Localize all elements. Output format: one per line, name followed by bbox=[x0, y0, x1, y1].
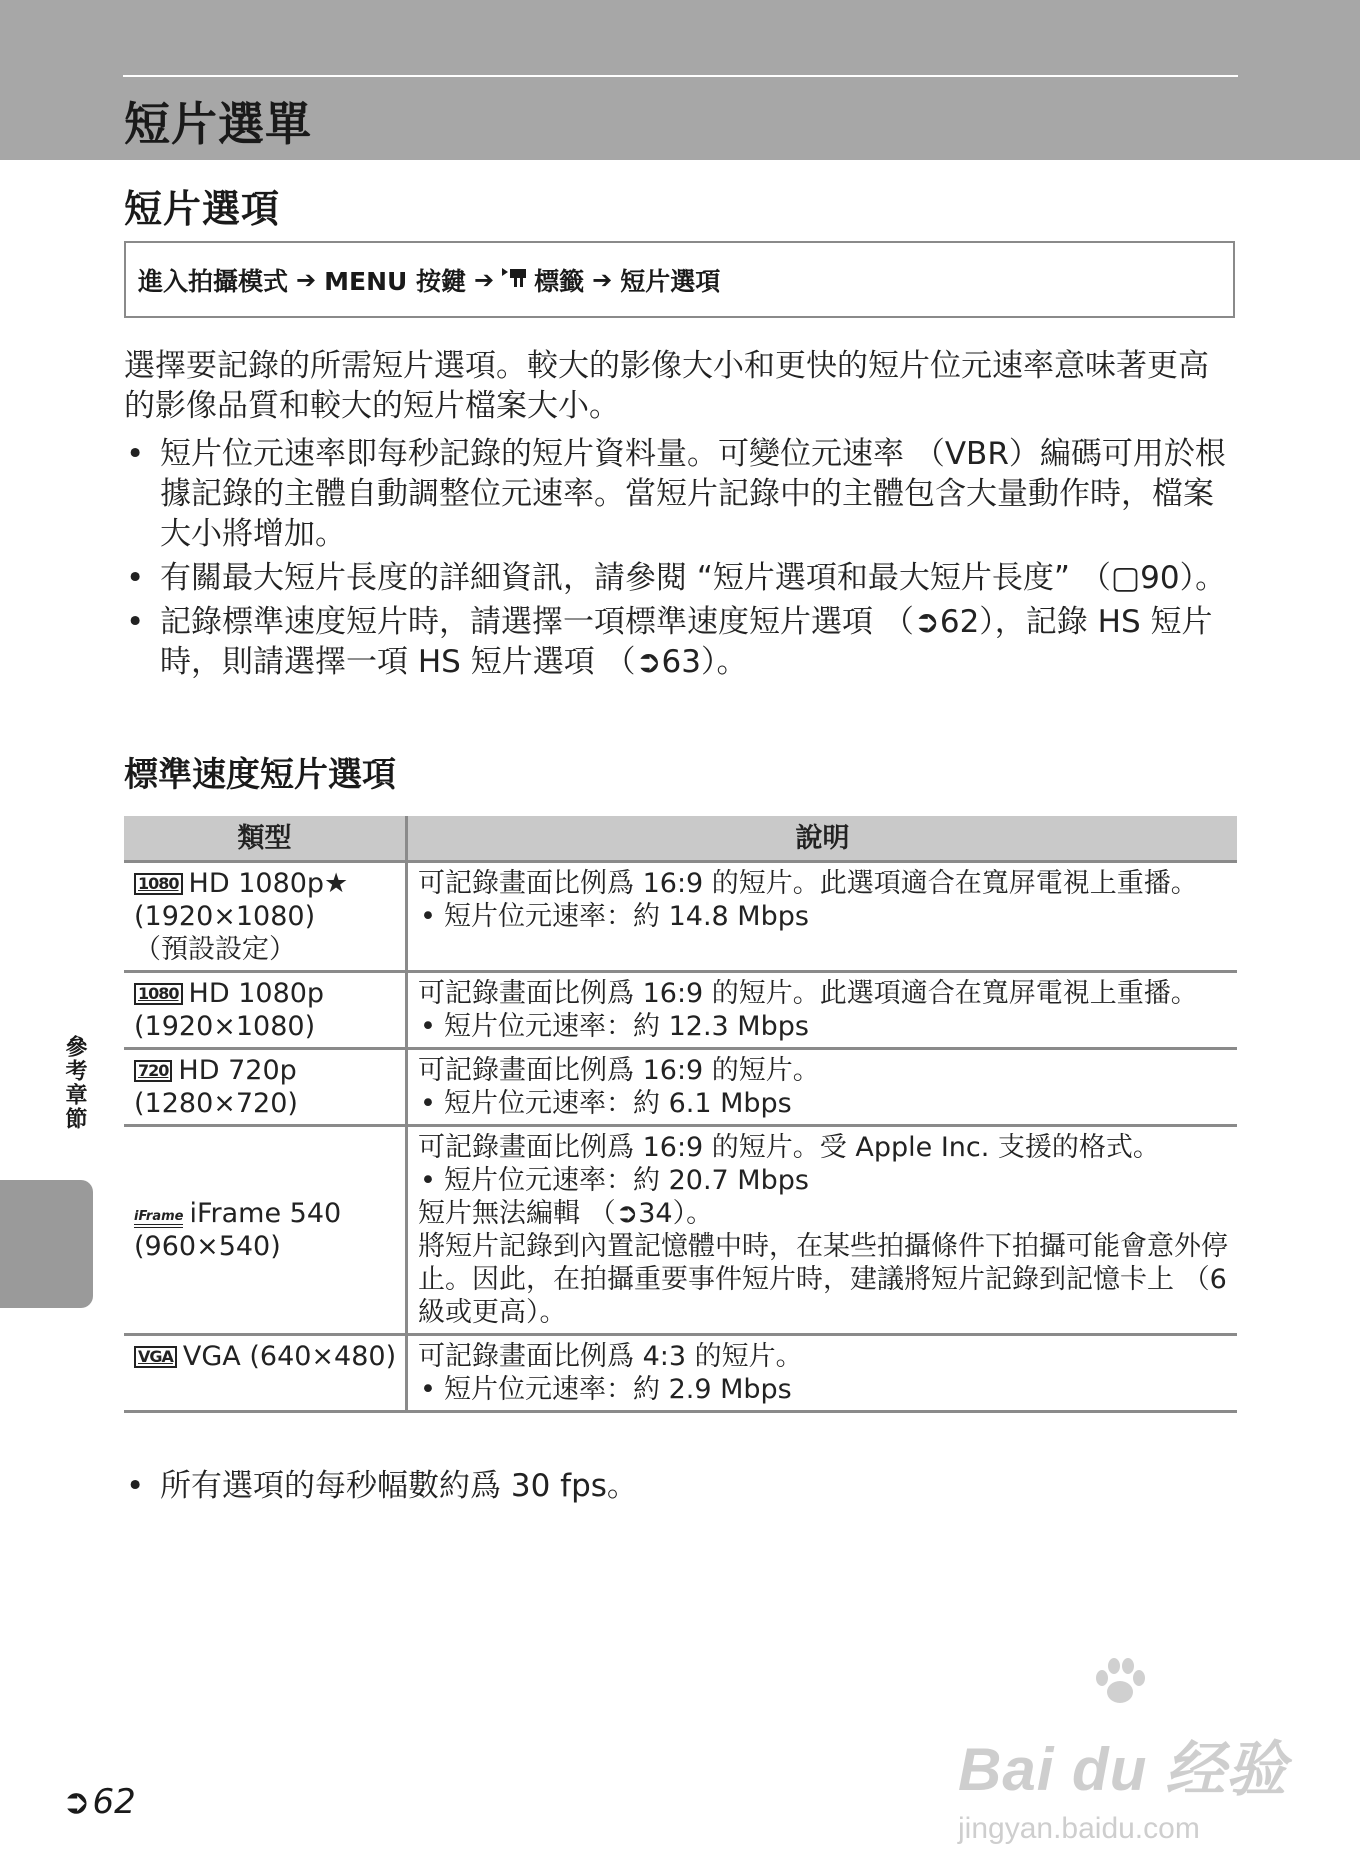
arrow-icon: ➔ bbox=[296, 265, 317, 294]
table-row bbox=[124, 1126, 1237, 1335]
table-row bbox=[124, 972, 1237, 1049]
table-row bbox=[124, 862, 1237, 972]
bullet-text: 記錄標準速度短片時，請選擇一項標準速度短片選項 （ bbox=[160, 604, 914, 640]
bullet-text: ）。 bbox=[1179, 560, 1227, 596]
option-description: 可記錄畫面比例爲 16:9 的短片。此選項適合在寬屏電視上重播。 bbox=[418, 978, 1198, 1009]
bitrate-line bbox=[418, 1010, 1229, 1043]
type-cell bbox=[124, 1049, 407, 1126]
vga-movie-icon: VGA bbox=[134, 1346, 177, 1368]
movie-tab-icon bbox=[502, 266, 528, 294]
option-resolution: (1920×1080) bbox=[134, 901, 316, 932]
intro-paragraph: 選擇要記錄的所需短片選項。較大的影像大小和更快的短片位元速率意味著更高的影像品質和較大的短片檔案大小。 bbox=[124, 348, 1209, 424]
bullet-icon: • bbox=[126, 604, 145, 640]
option-default-note: （預設設定） bbox=[134, 934, 296, 965]
movie-options-table bbox=[124, 816, 1237, 1413]
nav-step-shooting-mode: 進入拍攝模式 bbox=[138, 266, 289, 296]
chapter-side-label: 參考章節 bbox=[62, 1035, 87, 1131]
bullet-icon: • bbox=[126, 436, 145, 472]
page-number bbox=[62, 1782, 136, 1822]
book-reference-icon: ▢ bbox=[1110, 560, 1141, 596]
reference-page[interactable]: 63 bbox=[661, 644, 701, 680]
option-description: 可記錄畫面比例爲 16:9 的短片。此選項適合在寬屏電視上重播。 bbox=[418, 868, 1198, 899]
bullet-icon: • bbox=[420, 901, 436, 932]
chapter-side-tab bbox=[0, 1180, 93, 1308]
bullet-icon: • bbox=[420, 1088, 436, 1119]
memory-note: 將短片記錄到內置記憶體中時，在某些拍攝條件下拍攝可能會意外停止。因此，在拍攝重要事件短片時，建議將短片記錄到記憶卡上 （6 級或更高）。 bbox=[418, 1231, 1228, 1328]
reference-section-icon: ➲ bbox=[62, 1782, 91, 1822]
navigation-path-box bbox=[124, 241, 1235, 318]
type-cell bbox=[124, 862, 407, 972]
edit-note: 短片無法編輯 （ bbox=[418, 1198, 616, 1229]
header-rule bbox=[123, 75, 1238, 77]
option-name: VGA (640×480) bbox=[182, 1341, 397, 1372]
nav-step-menu-button: MENU 按鍵 bbox=[324, 266, 467, 296]
reference-page[interactable]: 34 bbox=[638, 1198, 673, 1229]
hd-1080-movie-icon: 1080 bbox=[134, 873, 183, 895]
option-name: HD 1080p★ bbox=[188, 868, 349, 899]
option-resolution: (1280×720) bbox=[134, 1088, 298, 1119]
page-title: 短片選單 bbox=[124, 97, 312, 151]
reference-section-icon: ➲ bbox=[615, 1198, 639, 1229]
bullet-text: ），記錄 HS 短片時，則請選擇一項 HS 短片選項 （ bbox=[160, 604, 1213, 680]
table-row bbox=[124, 1049, 1237, 1126]
list-item bbox=[124, 434, 1239, 554]
list-item bbox=[124, 558, 1239, 598]
option-name: HD 720p bbox=[178, 1055, 297, 1086]
bullet-icon: • bbox=[126, 1468, 145, 1504]
bullet-text: 短片位元速率即每秒記錄的短片資料量。可變位元速率 （VBR）編碼可用於根據記錄的主體自動調整位元速率。當短片記錄中的主體包含大量動作時，檔案大小將增加。 bbox=[160, 436, 1226, 552]
description-cell bbox=[407, 1126, 1238, 1335]
table-header-row bbox=[124, 816, 1237, 862]
type-cell bbox=[124, 1335, 407, 1412]
description-cell bbox=[407, 1335, 1238, 1412]
description-cell bbox=[407, 1049, 1238, 1126]
bitrate-text: 短片位元速率：約 12.3 Mbps bbox=[444, 1011, 809, 1042]
reference-section-icon: ➲ bbox=[635, 644, 662, 680]
fps-note-text: 所有選項的每秒幅數約爲 30 fps。 bbox=[160, 1468, 638, 1504]
type-cell bbox=[124, 1126, 407, 1335]
option-description: 可記錄畫面比例爲 16:9 的短片。受 Apple Inc. 支援的格式。 bbox=[418, 1132, 1160, 1163]
fps-note bbox=[124, 1466, 1239, 1506]
watermark-logo: Bai du 经验 bbox=[958, 1736, 1288, 1803]
option-resolution: (960×540) bbox=[134, 1231, 281, 1262]
bullet-icon: • bbox=[420, 1011, 436, 1042]
bitrate-line bbox=[418, 1373, 1229, 1406]
description-cell bbox=[407, 862, 1238, 972]
watermark bbox=[958, 1682, 1288, 1845]
bitrate-text: 短片位元速率：約 2.9 Mbps bbox=[444, 1374, 792, 1405]
hd-720-movie-icon: 720 bbox=[134, 1060, 172, 1082]
iframe-movie-icon: iFrame bbox=[134, 1210, 183, 1228]
bullet-text: 有關最大短片長度的詳細資訊，請參閱 “短片選項和最大短片長度” （ bbox=[160, 560, 1111, 596]
option-description: 可記錄畫面比例爲 4:3 的短片。 bbox=[418, 1341, 803, 1372]
reference-section-icon: ➲ bbox=[913, 604, 940, 640]
bitrate-line bbox=[418, 900, 1229, 933]
page-number-value: 62 bbox=[92, 1782, 136, 1822]
nav-step-tab: 標籤 bbox=[534, 266, 585, 296]
reference-page[interactable]: 62 bbox=[939, 604, 980, 640]
arrow-icon: ➔ bbox=[474, 265, 495, 294]
option-name: iFrame 540 bbox=[189, 1198, 342, 1229]
bitrate-text: 短片位元速率：約 20.7 Mbps bbox=[444, 1165, 809, 1196]
bullet-icon: • bbox=[126, 560, 145, 596]
bitrate-text: 短片位元速率：約 6.1 Mbps bbox=[444, 1088, 792, 1119]
subsection-title: 標準速度短片選項 bbox=[124, 755, 396, 795]
edit-note-end: ）。 bbox=[672, 1198, 714, 1229]
hd-1080-movie-icon: 1080 bbox=[134, 983, 183, 1005]
option-resolution: (1920×1080) bbox=[134, 1011, 316, 1042]
option-description: 可記錄畫面比例爲 16:9 的短片。 bbox=[418, 1055, 820, 1086]
reference-page[interactable]: 90 bbox=[1140, 560, 1180, 596]
bullet-text: ）。 bbox=[701, 644, 748, 680]
column-header-type: 類型 bbox=[124, 816, 407, 862]
type-cell bbox=[124, 972, 407, 1049]
column-header-description: 說明 bbox=[407, 816, 1238, 862]
nav-step-movie-options: 短片選項 bbox=[620, 266, 721, 296]
arrow-icon: ➔ bbox=[592, 265, 613, 294]
section-title: 短片選項 bbox=[124, 187, 281, 231]
description-cell bbox=[407, 972, 1238, 1049]
table-row bbox=[124, 1335, 1237, 1412]
option-name: HD 1080p bbox=[188, 978, 325, 1009]
bitrate-line bbox=[418, 1164, 1229, 1197]
bitrate-line bbox=[418, 1087, 1229, 1120]
watermark-url: jingyan.baidu.com bbox=[958, 1812, 1200, 1845]
bullet-icon: • bbox=[420, 1165, 436, 1196]
bullet-icon: • bbox=[420, 1374, 436, 1405]
bullet-list bbox=[124, 434, 1239, 686]
bitrate-text: 短片位元速率：約 14.8 Mbps bbox=[444, 901, 809, 932]
list-item bbox=[124, 602, 1239, 682]
